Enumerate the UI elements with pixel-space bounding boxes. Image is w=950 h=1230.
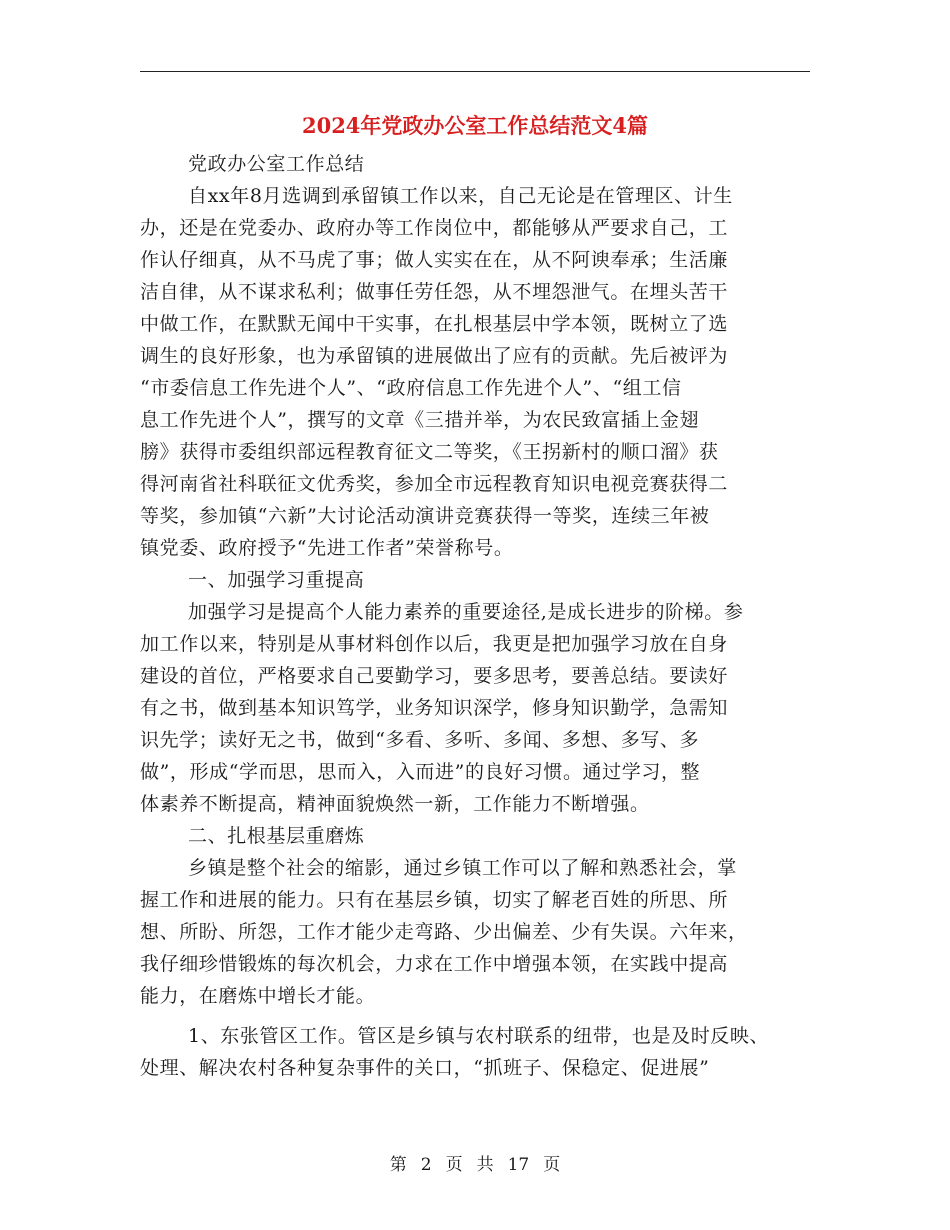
- text-line: 我仔细珍惜锻炼的每次机会，力求在工作中增强本领，在实践中提高: [140, 953, 729, 975]
- document-title: 2024年党政办公室工作总结范文4篇: [301, 113, 649, 138]
- text-line: 膀》获得市委组织部远程教育征文二等奖，《王拐新村的顺口溜》获: [140, 441, 719, 463]
- footer-total-label: 共: [476, 1155, 494, 1175]
- footer-prefix: 第: [389, 1155, 407, 1175]
- text-line: 调生的良好形象，也为承留镇的进展做出了应有的贡献。先后被评为: [140, 345, 729, 367]
- text-line: 洁自律，从不谋求私利；做事任劳任怨，从不埋怨泄气。在埋头苦干: [140, 281, 729, 303]
- text-line: 建设的首位，严格要求自己要勤学习，要多思考，要善总结。要读好: [140, 665, 729, 687]
- page-footer: [0, 1150, 950, 1180]
- text-line: 处理、解决农村各种复杂事件的关口，“抓班子、保稳定、促进展”: [140, 1057, 710, 1079]
- text-line: 做”，形成“学而思，思而入，入而进”的良好习惯。通过学习，整: [140, 761, 701, 783]
- text-line: 想、所盼、所怨，工作才能少走弯路、少出偏差、少有失误。六年来，: [140, 921, 748, 943]
- text-line: 1、东张管区工作。管区是乡镇与农村联系的纽带，也是及时反映、: [188, 1025, 770, 1047]
- text-line: 加工作以来，特别是从事材料创作以后，我更是把加强学习放在自身: [140, 633, 729, 655]
- text-line: 中做工作，在默默无闻中干实事，在扎根基层中学本领，既树立了选: [140, 313, 729, 335]
- text-line: 有之书，做到基本知识笃学，业务知识深学，修身知识勤学，急需知: [140, 697, 729, 719]
- text-line: 二、扎根基层重磨炼: [188, 825, 365, 847]
- footer-total-pages: 17: [507, 1155, 530, 1175]
- text-line: 握工作和进展的能力。只有在基层乡镇，切实了解老百姓的所思、所: [140, 889, 729, 911]
- text-line: 镇党委、政府授予“先进工作者”荣誉称号。: [140, 537, 514, 559]
- text-line: 体素养不断提高，精神面貌焕然一新，工作能力不断增强。: [140, 793, 650, 815]
- text-line: 等奖，参加镇“六新”大讨论活动演讲竞赛获得一等奖，连续三年被: [140, 505, 710, 527]
- text-line: 党政办公室工作总结: [188, 153, 365, 175]
- footer-suffix: 页: [543, 1155, 561, 1175]
- footer-page-label: 页: [445, 1155, 463, 1175]
- header-rule: [140, 71, 810, 72]
- text-line: “市委信息工作先进个人”、“政府信息工作先进个人”、“组工信: [140, 377, 682, 399]
- text-line: 作认仔细真，从不马虎了事；做人实实在在，从不阿谀奉承；生活廉: [140, 249, 729, 271]
- text-line: 能力，在磨炼中增长才能。: [140, 985, 376, 1007]
- text-line: 自xx年8月选调到承留镇工作以来，自己无论是在管理区、计生: [188, 185, 733, 207]
- text-line: 办，还是在党委办、政府办等工作岗位中，都能够从严要求自己，工: [140, 217, 729, 239]
- text-line: 息工作先进个人”，撰写的文章《三措并举，为农民致富插上金翅: [140, 409, 700, 431]
- document-body: [140, 148, 810, 1084]
- text-line: 识先学；读好无之书，做到“多看、多听、多闻、多想、多写、多: [140, 729, 700, 751]
- text-line: 得河南省社科联征文优秀奖，参加全市远程教育知识电视竞赛获得二: [140, 473, 729, 495]
- text-line: 加强学习是提高个人能力素养的重要途径,是成长进步的阶梯。参: [188, 601, 744, 623]
- text-line: 乡镇是整个社会的缩影，通过乡镇工作可以了解和熟悉社会，掌: [188, 857, 737, 879]
- footer-page-number: 2: [420, 1155, 432, 1175]
- text-line: 一、加强学习重提高: [188, 569, 365, 591]
